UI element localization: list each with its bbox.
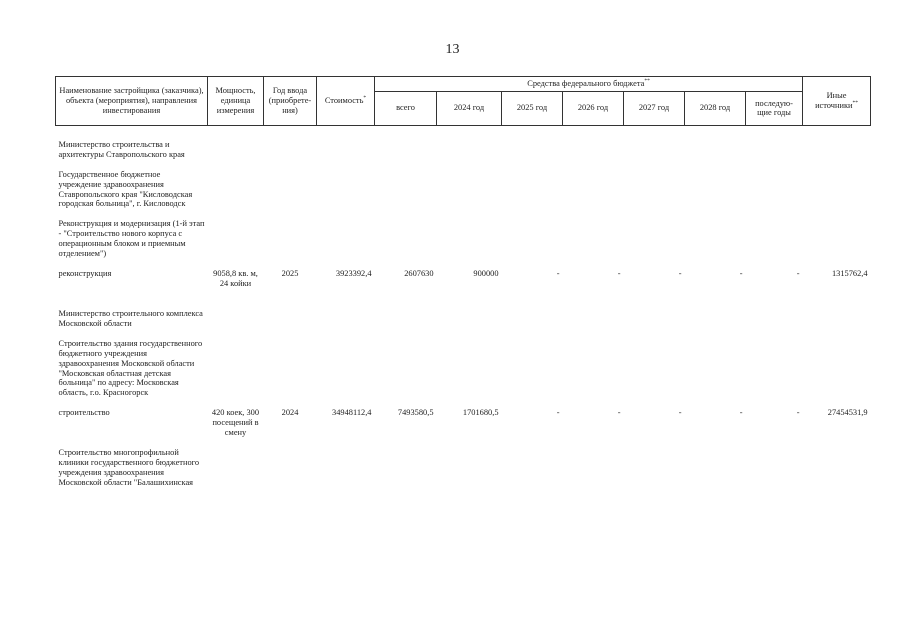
row-2027: -	[678, 268, 682, 278]
row-2024: 1701680,5	[462, 408, 499, 418]
row-capacity: 9058,8 кв. м, 24 койки	[213, 268, 258, 288]
row-other-sources: 27454531,9	[827, 408, 868, 418]
federal-footnote-mark: **	[644, 78, 650, 85]
header-name: Наименование застройщика (заказчика), объекта (мероприятия), направления инвестирования	[56, 77, 208, 126]
table-row	[56, 448, 871, 498]
row-2027: -	[678, 408, 682, 418]
row-2028: -	[739, 268, 743, 278]
table-row	[56, 170, 871, 220]
header-capacity: Мощность, единица измерения	[208, 77, 264, 126]
row-year: 2024	[281, 408, 299, 418]
row-capacity: 420 коек, 300 посещений в смену	[211, 408, 260, 438]
table-row	[56, 219, 871, 269]
header-2028: 2028 год	[685, 91, 746, 125]
header-2026: 2026 год	[563, 91, 624, 125]
table-row	[56, 309, 871, 339]
row-name: строительство	[58, 408, 110, 418]
header-other-sources: Иные источники**	[803, 77, 871, 126]
header-federal-budget: Средства федерального бюджета**	[375, 77, 803, 92]
row-name: реконструкция	[58, 268, 112, 278]
table-row	[56, 140, 871, 170]
row-2025: -	[556, 268, 560, 278]
row-2028: -	[739, 408, 743, 418]
header-2027: 2027 год	[624, 91, 685, 125]
header-later-years: последую-щие годы	[746, 91, 803, 125]
table-row	[56, 408, 871, 448]
row-name: Министерство строительства и архитектуры Ставропольского края	[58, 139, 185, 159]
row-2024: 900000	[473, 268, 499, 278]
table-header	[56, 77, 871, 126]
cost-footnote-mark: *	[363, 95, 367, 102]
row-other-sources: 1315762,4	[831, 268, 868, 278]
row-year: 2025	[281, 268, 299, 278]
page-number: 13	[445, 42, 460, 57]
header-cost: Стоимость*	[317, 77, 375, 126]
row-name: Строительство многопрофильной клиники государственного бюджетного учреждения здравоохранения Московской области "Балашихинская	[58, 447, 200, 487]
row-later-years: -	[796, 408, 800, 418]
table-row	[56, 339, 871, 408]
header-2025: 2025 год	[502, 91, 563, 125]
investment-table	[55, 76, 871, 498]
row-name: Реконструкция и модернизация (1-й этап - "Строительство нового корпуса с операционным блоком и приемным отделением")	[58, 219, 205, 259]
row-cost: 3923392,4	[335, 268, 372, 278]
row-total: 7493580,5	[397, 408, 434, 418]
table-row	[56, 269, 871, 309]
row-name: Строительство здания государственного бюджетного учреждения здравоохранения Московской области "Московская областная детская больница" по адресу: Московская область, г.о. Красногорск	[58, 338, 203, 398]
row-name: Государственное бюджетное учреждение здравоохранения Ставропольского края "Кисловодская городская больница", г. Кисловодск	[58, 169, 193, 209]
header-year: Год ввода (приобрете-ния)	[264, 77, 317, 126]
row-later-years: -	[796, 268, 800, 278]
row-name: Министерство строительного комплекса Московской области	[58, 308, 203, 328]
row-2026: -	[617, 408, 621, 418]
row-cost: 34948112,4	[332, 408, 372, 418]
header-2024: 2024 год	[437, 91, 502, 125]
row-2026: -	[617, 268, 621, 278]
header-total: всего	[375, 91, 437, 125]
row-total: 2607630	[404, 268, 434, 278]
row-2025: -	[556, 408, 560, 418]
other-footnote-mark: **	[852, 100, 859, 107]
